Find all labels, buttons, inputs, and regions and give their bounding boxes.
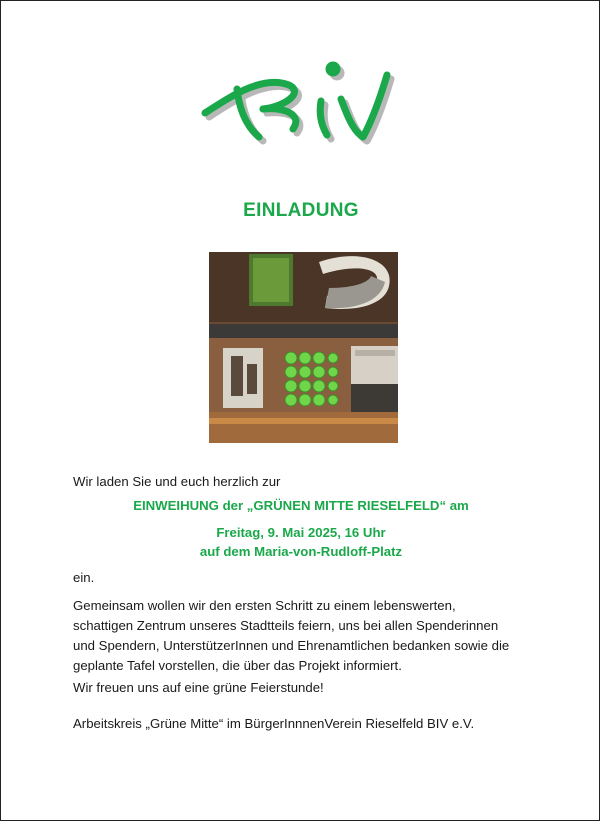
event-date: Freitag, 9. Mai 2025, 16 Uhr (216, 525, 386, 540)
body-line: schattigen Zentrum unseres Stadtteils feiern, uns bei allen Spenderinnen (73, 618, 499, 633)
body-line: und Spendern, UnterstützerInnen und Ehrenamtlichen bedanken sowie die (73, 638, 510, 653)
invitation-heading: EINLADUNG (243, 200, 359, 221)
intro-text: Wir laden Sie und euch herzlich zur (73, 474, 281, 489)
body-paragraph (73, 596, 543, 676)
aerial-photo (209, 252, 398, 443)
event-title: EINWEIHUNG der „GRÜNEN MITTE RIESELFELD“ am (133, 498, 469, 513)
body-line: geplante Tafel vorstellen, die über das Projekt informiert. (73, 658, 402, 673)
ein-text: ein. (73, 570, 95, 585)
closing-text: Wir freuen uns auf eine grüne Feierstunde! (73, 680, 324, 695)
body-line: Gemeinsam wollen wir den ersten Schritt zu einem lebenswerten, (73, 598, 456, 613)
signature: Arbeitskreis „Grüne Mitte“ im BürgerInnnenVerein Rieselfeld BIV e.V. (73, 716, 475, 731)
biv-logo (197, 59, 397, 149)
event-place: auf dem Maria-von-Rudloff-Platz (199, 544, 403, 559)
